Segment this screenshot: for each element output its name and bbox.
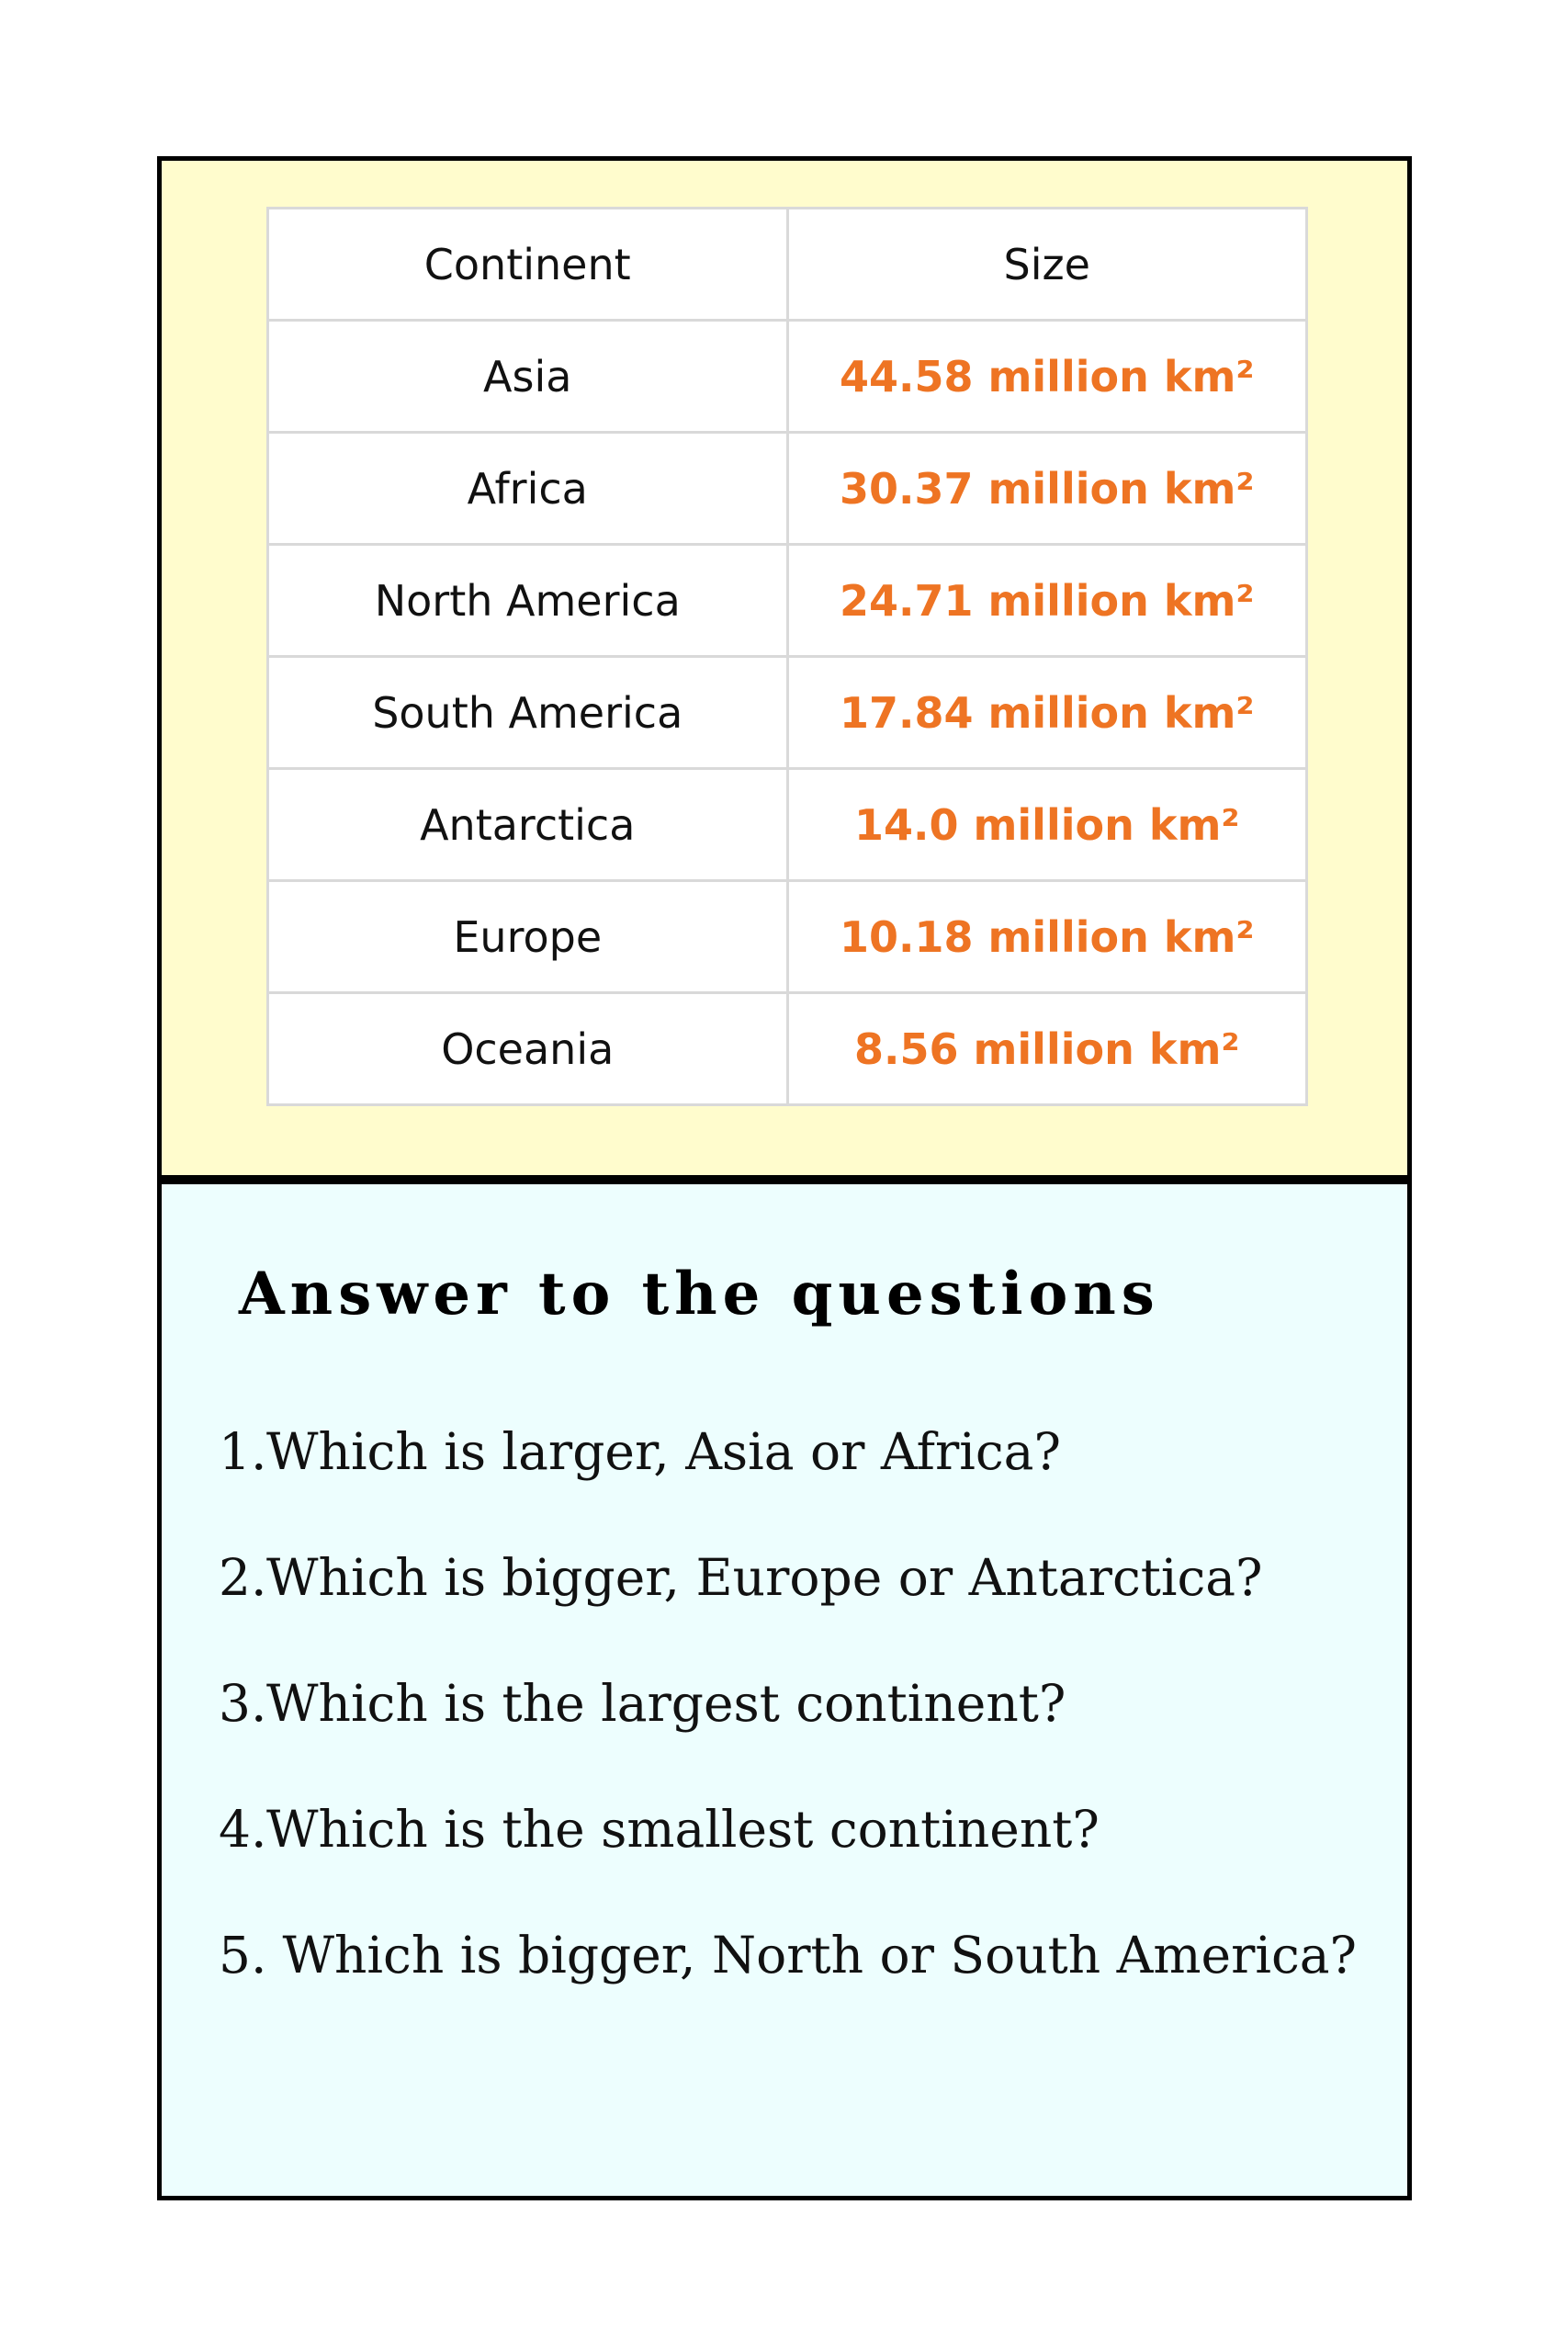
- table-row: [268, 993, 1307, 1105]
- question-list: [219, 1419, 1357, 2049]
- table-row: [268, 433, 1307, 545]
- size-cell: 30.37 million km²: [787, 433, 1307, 545]
- table-row: [268, 769, 1307, 881]
- continent-cell: Europe: [268, 881, 788, 993]
- continent-cell: Asia: [268, 321, 788, 433]
- continent-table-panel: [157, 156, 1412, 1180]
- continent-cell: Oceania: [268, 993, 788, 1105]
- table-row: [268, 657, 1307, 769]
- question-item: [219, 1671, 1357, 1797]
- continent-cell: Africa: [268, 433, 788, 545]
- size-cell: 24.71 million km²: [787, 545, 1307, 657]
- question-text: Which is bigger, North or South America?: [266, 1926, 1358, 1984]
- size-cell: 44.58 million km²: [787, 321, 1307, 433]
- size-cell: 14.0 million km²: [787, 769, 1307, 881]
- size-cell: 10.18 million km²: [787, 881, 1307, 993]
- question-number: 3.: [219, 1674, 267, 1733]
- continent-cell: North America: [268, 545, 788, 657]
- question-text: Which is the smallest continent?: [266, 1800, 1100, 1859]
- table-row: [268, 321, 1307, 433]
- question-text: Which is the largest continent?: [266, 1674, 1066, 1733]
- question-text: Which is larger, Asia or Africa?: [266, 1422, 1061, 1481]
- continent-cell: Antarctica: [268, 769, 788, 881]
- size-cell: 17.84 million km²: [787, 657, 1307, 769]
- question-number: 4.: [219, 1800, 267, 1859]
- question-number: 1.: [219, 1422, 267, 1481]
- question-item: [219, 1545, 1357, 1671]
- question-item: [219, 1923, 1357, 2049]
- questions-panel: [157, 1180, 1412, 2200]
- header-size: Size: [787, 209, 1307, 321]
- continent-size-table: [266, 207, 1308, 1106]
- table-row: [268, 545, 1307, 657]
- continent-cell: South America: [268, 657, 788, 769]
- table-header-row: [268, 209, 1307, 321]
- question-number: 5.: [219, 1926, 267, 1984]
- question-item: [219, 1419, 1357, 1545]
- question-text: Which is bigger, Europe or Antarctica?: [266, 1548, 1263, 1607]
- questions-title: Answer to the questions: [239, 1260, 1160, 1329]
- table-row: [268, 881, 1307, 993]
- question-number: 2.: [219, 1548, 267, 1607]
- size-cell: 8.56 million km²: [787, 993, 1307, 1105]
- header-continent: Continent: [268, 209, 788, 321]
- question-item: [219, 1797, 1357, 1923]
